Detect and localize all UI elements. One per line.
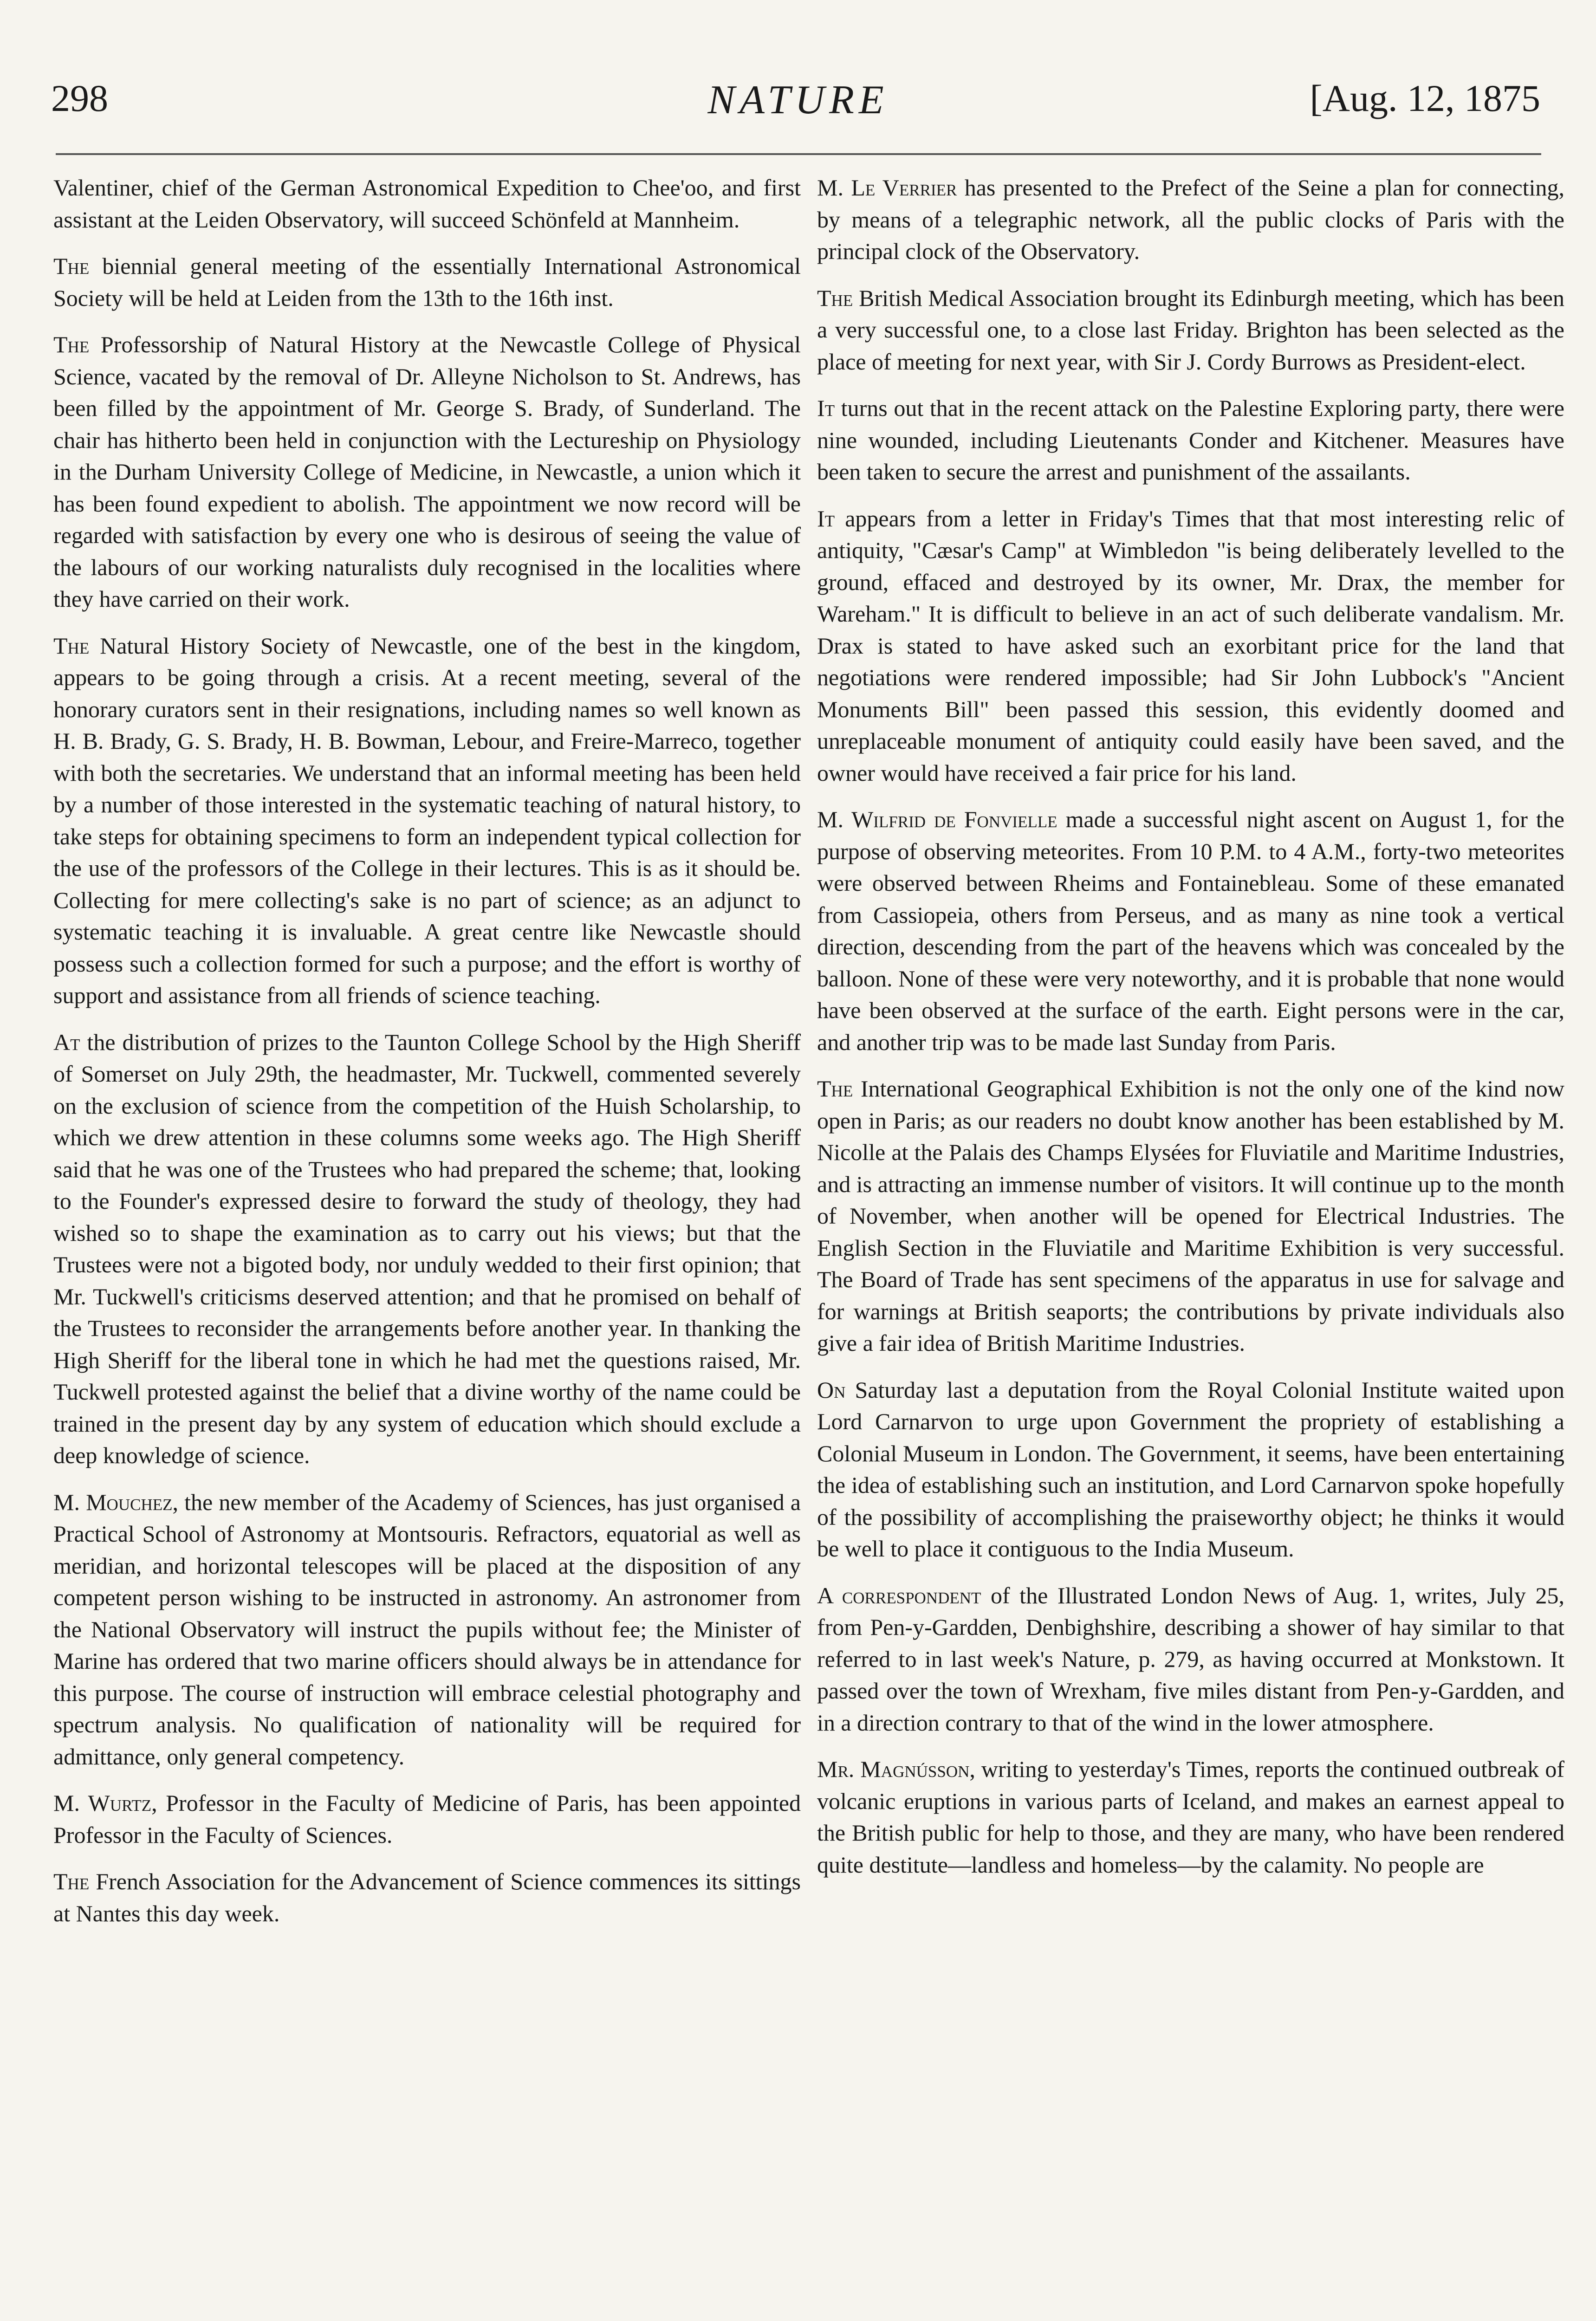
paragraph-text: International Geographical Exhibition is not the only one of the kind now open in Paris; as our readers no doubt know another has been established by M. Nicolle at the Palais des Champs Elysées for Fluviatile and Maritime Industries, and is attracting an immense number of visitors. It will continue up to the month of November, when another will be opened for Electrical Industries. The English Section in the Fluviatile and Maritime Exhibition is very successful. The Board of Trade has sent specimens of the apparatus in use for salvage and for warnings at British seaports; the contributions by private individuals also give a fair idea of British Maritime Industries. xyxy=(817,1076,1564,1356)
paragraph xyxy=(817,503,1564,789)
paragraph-lead: The xyxy=(817,285,853,311)
paragraph-text: turns out that in the recent attack on the Palestine Exploring party, there were nine wounded, including Lieutenants Conder and Kitchener. Measures have been taken to secure the arrest and punishment of the assailants. xyxy=(817,395,1564,485)
page-number: 298 xyxy=(51,77,108,119)
paragraph xyxy=(53,250,801,314)
paragraph xyxy=(817,1374,1564,1565)
paragraph xyxy=(53,1486,801,1773)
paragraph xyxy=(53,1787,801,1851)
paragraph-lead: The xyxy=(817,1076,853,1102)
paragraph-text: of the Illustrated London News of Aug. 1, writes, July 25, from Pen-y-Gardden, Denbighshire, describing a shower of hay similar to that referred to in last week's Nature, p. 279, as having occurred at Monkstown. It passed over the town of Wrexham, five miles distant from Pen-y-Gardden, and in a direction contrary to that of the wind in the lower atmosphere. xyxy=(817,1582,1564,1736)
issue-date: [Aug. 12, 1875 xyxy=(1310,77,1540,119)
paragraph-lead: The xyxy=(53,632,90,659)
paragraph-text: , the new member of the Academy of Sciences, has just organised a Practical School of Astronomy at Montsouris. Refractors, equatorial as well as meridian, and horizontal telescopes will be placed at the disposition of any competent person wishing to be instructed in astronomy. An astronomer from the National Observatory will instruct the pupils without fee; the Minister of Marine has ordered that two marine officers should always be in attendance for this purpose. The course of instruction will embrace celestial photography and spectrum analysis. No qualification of nationality will be required for admittance, only general competency. xyxy=(53,1489,801,1770)
paragraph-lead: It xyxy=(817,505,835,532)
paragraph xyxy=(53,1026,801,1472)
paragraph-lead: M. Le Verrier xyxy=(817,175,957,201)
paragraph-lead: The xyxy=(53,331,90,357)
paragraph-text: Natural History Society of Newcastle, one of the best in the kingdom, appears to be going through a crisis. At a recent meeting, several of the honorary curators sent in their resignations, including names so well known as H. B. Brady, G. S. Brady, H. B. Bowman, Lebour, and Freire-Marreco, together with both the secretaries. We understand that an informal meeting has been held by a number of those interested in the systematic teaching of natural history, to take steps for obtaining specimens to form an independent typical collection for the use of the professors of the College in their lectures. This is as it should be. Collecting for mere collecting's sake is no part of science; as an adjunct to systematic teaching it is invaluable. A great centre like Newcastle should possess such a collection formed for such a purpose; and the effort is worthy of support and assistance from all friends of science teaching. xyxy=(53,632,801,1008)
right-column xyxy=(817,172,1564,1895)
paragraph-text: Valentiner, chief of the German Astronomical Expedition to Chee'oo, and first assistant at the Leiden Observatory, will succeed Schönfeld at Mannheim. xyxy=(53,175,801,233)
paragraph xyxy=(53,1866,801,1929)
left-column xyxy=(53,172,801,1944)
paragraph-text: French Association for the Advancement of Science commences its sittings at Nantes this day week. xyxy=(53,1868,801,1926)
paragraph xyxy=(817,392,1564,488)
paragraph-text: biennial general meeting of the essentially International Astronomical Society will be held at Leiden from the 13th to the 16th inst. xyxy=(53,253,801,311)
paragraph-lead: Mr. Magnússon xyxy=(817,1756,970,1782)
paragraph-lead: On xyxy=(817,1376,846,1403)
paragraph xyxy=(53,172,801,235)
paragraph-text: made a successful night ascent on August 1, for the purpose of observing meteorites. From 10 P.M. to 4 A.M., forty-two meteorites were observed between Rheims and Fontainebleau. Some of these emanated from Cassiopeia, others from Perseus, and as many as nine took a vertical direction, descending from the part of the heavens which was concealed by the balloon. None of these were very noteworthy, and it is probable that none would have been observed at the surface of the earth. Eight persons were in the car, and another trip was to be made last Sunday from Paris. xyxy=(817,806,1564,1055)
paragraph-lead: M. Mouchez xyxy=(53,1489,173,1515)
paragraph-text: the distribution of prizes to the Taunton College School by the High Sheriff of Somerset on July 29th, the headmaster, Mr. Tuckwell, commented severely on the exclusion of science from the competition of the Huish Scholarship, to which we drew attention in these columns some weeks ago. The High Sheriff said that he was one of the Trustees who had prepared the scheme; that, looking to the Founder's expressed desire to forward the study of theology, they had wished so to shape the examination as to carry out his views; but that the Trustees were not a bigoted body, nor unduly wedded to their first opinion; that Mr. Tuckwell's criticisms deserved attention; and that he promised on behalf of the Trustees to reconsider the arrangements before another year. In thanking the High Sheriff for the liberal tone in which he had met the questions raised, Mr. Tuckwell protested against the belief that a divine worthy of the name could be trained in the present day by any system of education which should exclude a deep knowledge of science. xyxy=(53,1029,801,1468)
paragraph-lead: M. Wurtz xyxy=(53,1790,152,1816)
paragraph xyxy=(817,1073,1564,1359)
paragraph xyxy=(53,329,801,615)
paragraph-lead: The xyxy=(53,253,90,279)
paragraph-text: , Professor in the Faculty of Medicine of Paris, has been appointed Professor in the Faculty of Sciences. xyxy=(53,1790,801,1848)
paragraph xyxy=(817,282,1564,378)
paragraph-text: Professorship of Natural History at the Newcastle College of Physical Science, vacated by the removal of Dr. Alleyne Nicholson to St. Andrews, has been filled by the appointment of Mr. George S. Brady, of Sunderland. The chair has hitherto been held in conjunction with the Lectureship on Physiology in the Durham University College of Medicine, in Newcastle, a union which it has been found expedient to abolish. The appointment we now record will be regarded with satisfaction by every one who is desirous of seeing the value of the labours of our working naturalists duly recognised in the localities where they have carried on their work. xyxy=(53,331,801,612)
paragraph-lead: A correspondent xyxy=(817,1582,981,1608)
paragraph-lead: The xyxy=(53,1868,90,1894)
paragraph-text: has presented to the Prefect of the Seine a plan for connecting, by means of a telegraphic network, all the public clocks of Paris with the principal clock of the Observatory. xyxy=(817,175,1564,264)
paragraph xyxy=(817,804,1564,1058)
paragraph xyxy=(817,1580,1564,1739)
paragraph xyxy=(53,630,801,1011)
page-header xyxy=(46,77,1550,137)
paragraph xyxy=(817,172,1564,267)
paragraph-text: appears from a letter in Friday's Times that that most interesting relic of antiquity, "Cæsar's Camp" at Wimbledon "is being deliberately levelled to the ground, effaced and destroyed by its owner, Mr. Drax, the member for Wareham." It is difficult to believe in an act of such deliberate vandalism. Mr. Drax is stated to have asked such an exorbitant price for the land that negotiations were rendered impossible; had Sir John Lubbock's "Ancient Monuments Bill" been passed this session, this evidently doomed and unreplaceable monument of antiquity could easily have been saved, and the owner would have received a fair price for his land. xyxy=(817,505,1564,786)
paragraph-text: , writing to yesterday's Times, reports the continued outbreak of volcanic eruptions in various parts of Iceland, and makes an earnest appeal to the British public for help to those, and they are many, who have been rendered quite destitute—landless and homeless—by the calamity. No people are xyxy=(817,1756,1564,1878)
paragraph-text: British Medical Association brought its Edinburgh meeting, which has been a very successful one, to a close last Friday. Brighton has been selected as the place of meeting for next year, with Sir J. Cordy Burrows as President-elect. xyxy=(817,285,1564,375)
paragraph xyxy=(817,1753,1564,1880)
paragraph-lead: It xyxy=(817,395,835,421)
journal-title: NATURE xyxy=(707,78,889,123)
header-rule xyxy=(56,153,1541,155)
paragraph-text: Saturday last a deputation from the Royal Colonial Institute waited upon Lord Carnarvon to urge upon Government the propriety of establishing a Colonial Museum in London. The Government, it seems, have been entertaining the idea of establishing such an institution, and Lord Carnarvon spoke hopefully of the possibility of accomplishing the praiseworthy object; he thinks it would be well to place it contiguous to the India Museum. xyxy=(817,1376,1564,1562)
paragraph-lead: At xyxy=(53,1029,80,1055)
paragraph-lead: M. Wilfrid de Fonvielle xyxy=(817,806,1058,832)
